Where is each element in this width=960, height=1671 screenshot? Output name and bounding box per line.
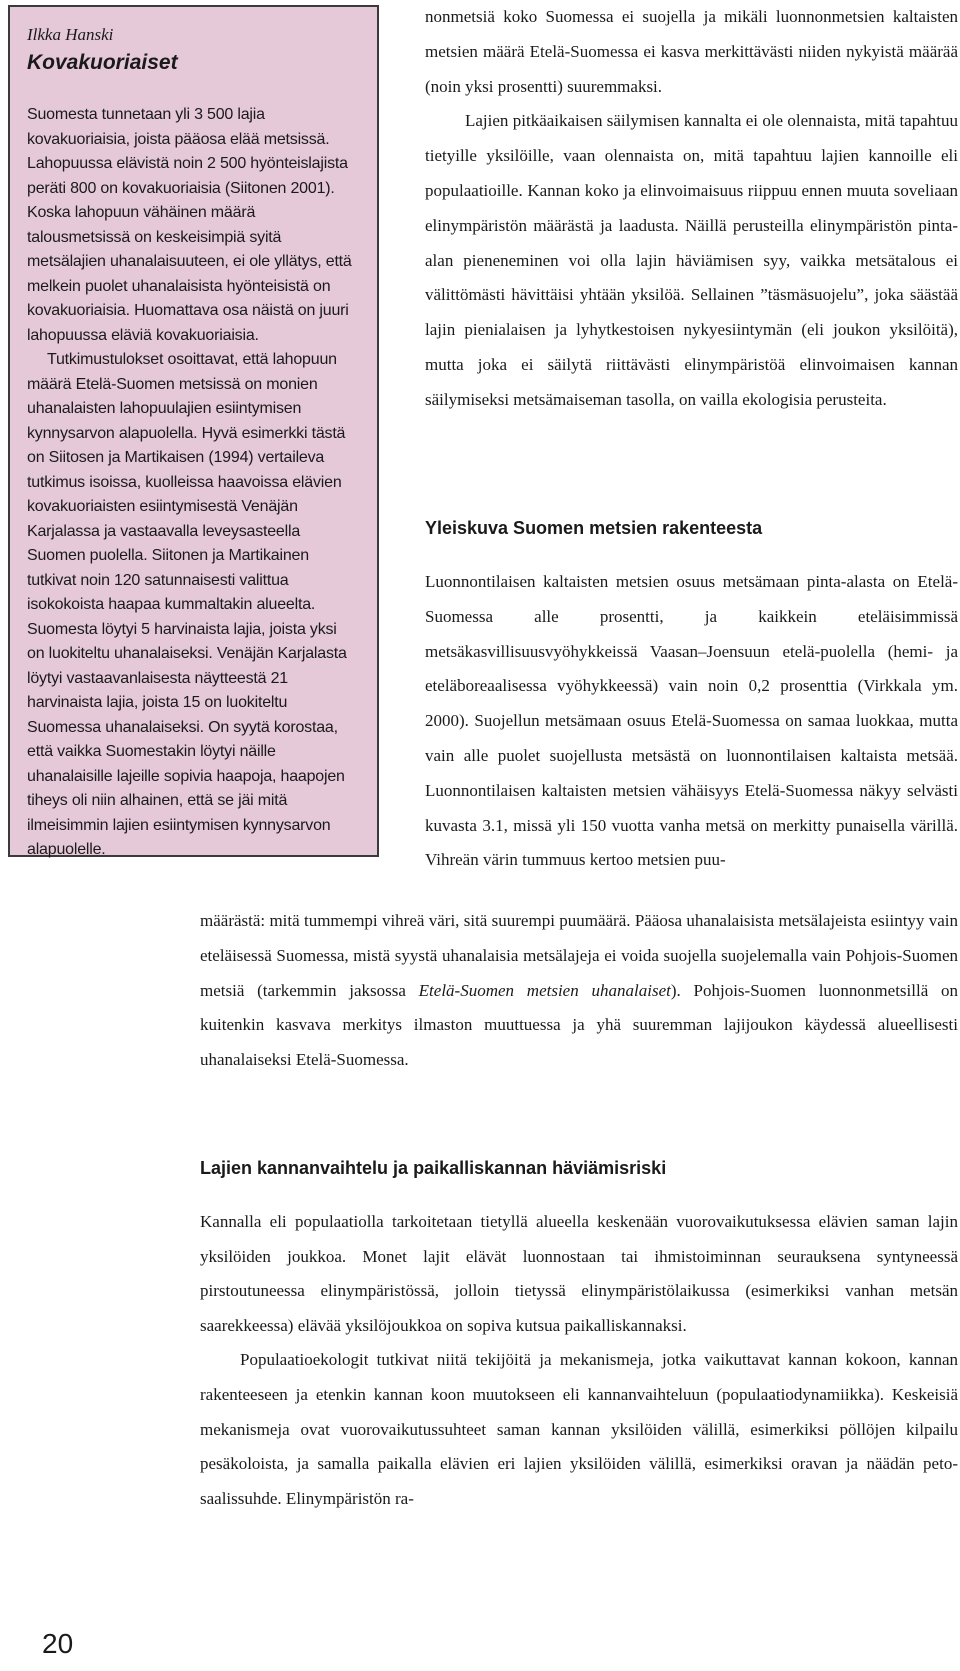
sidebar-box bbox=[8, 5, 379, 857]
section1-text-italic: Etelä-Suomen metsien uhanalaiset bbox=[418, 980, 671, 1000]
sidebar-paragraph-2: Tutkimustulokset osoittavat, että lahopuun määrä Etelä-Suomen metsissä on monien uhanalaisten lahopuulajien esiintymisen kynnysarvon alapuolella. Hyvä esimerkki tästä on Siitosen ja Martikaisen (1994) vertaileva tutkimus isoissa, kuolleissa haavoissa elävien kovakuoriaisten esiintymisestä Venäjän Karjalassa ja vastaavalla leveysasteella Suomen puolella. Siitonen ja Martikainen tutkivat noin 120 satunnaisesti valittua isokokoista haapaa kummaltakin alueelta. Suomesta löytyi 5 harvinaista lajia, joista yksi on luokiteltu uhanalaiseksi. Venäjän Karjalasta löytyi vastaavanlaisesta näytteestä 21 harvinaista lajia, joista 15 on luokiteltu Suomessa uhanalaiseksi. On syytä korostaa, että vaikka Suomestakin löytyi näille uhanalaisille lajeille sopivia haapoja, haapojen tiheys oli niin alhainen, että se jäi mitä ilmeisimmin lajien esiintymisen kynnysarvon alapuolelle. bbox=[27, 351, 347, 858]
body-paragraph-populations: Lajien pitkäaikaisen säilymisen kannalta ei ole olennaista, mitä tapahtuu tietyille yksilöille, vaan olennaista on, mitä tapahtuu lajien kannoille eli populaatioille. Kannan koko ja elinvoimaisuus riippuu ennen muuta soveliaan elinympäristön määrästä ja laadusta. Näillä perusteilla elinympäristön pinta-alan pieneneminen voi olla lajin häviämisen syy, vaikka metsätalous ei välittömästi hävittäisi yhtään yksilöä. Sellainen ”täsmäsuojelu”, joka säästää lajin pienialaisen ja lyhytkestoisen nykyesiintymän (eli joukon yksilöitä), mutta joka ei säilytä riittävästi elinympäristöä elinvoimaisen kannan säilymiseksi metsämaiseman tasolla, on vailla ekologisia perusteita. bbox=[425, 111, 958, 409]
section1-full-width-text bbox=[200, 904, 958, 1078]
section2-paragraph-1: Kannalla eli populaatiolla tarkoitetaan tietyllä alueella keskenään vuorovaikutuksessa elävien saman lajin yksilöiden joukkoa. Monet lajit elävät luonnostaan tai ihmistoiminnan seurauksena syntyneessä pirstoutuneessa elinympäristössä, jolloin tietyssä elinympäristölaikussa (esimerkiksi vanhan metsän saarekkeessa) elävää yksilöjoukkoa on sopiva kutsua paikalliskannaksi. bbox=[200, 1212, 958, 1335]
section1-text-a: määrästä: mitä tummempi vihreä väri, sitä suurempi puumäärä. Pääosa uhanalaisista metsälajeista esiintyy vain eteläisessä Suomessa, mistä syystä uhanalaisia metsälajeja ei voida suojella suojelemalla vain Pohjois-Suomen metsiä (tarkemmin jaksossa bbox=[200, 911, 958, 1000]
section1-full-paragraph bbox=[200, 904, 958, 1078]
right-column-section1 bbox=[425, 565, 958, 878]
sidebar-author: Ilkka Hanski bbox=[27, 25, 114, 44]
page-number: 20 bbox=[42, 1628, 74, 1659]
section1-text-b: ). Pohjois-Suomen luonnonmetsillä on kuitenkin kasvava merkitys ilmaston muuttuessa ja yhä suuremman lajijoukon käydessä alueellisesti uhanalaiseksi Etelä-Suomessa. bbox=[200, 980, 959, 1070]
section-heading-population-variation: Lajien kannanvaihtelu ja paikalliskannan häviämisriski bbox=[200, 1158, 667, 1178]
section1-column-text: Luonnontilaisen kaltaisten metsien osuus metsämaan pinta-alasta on Etelä-Suomessa alle prosentti, ja kaikkein eteläisimmissä metsäkasvillisuusvyöhykkeissä Vaasan–Joensuun etelä-puolella (hemi- ja eteläboreaalisessa vyöhykkeessä) vain noin 0,2 prosenttia (Virkkala ym. 2000). Suojellun metsämaan osuus Etelä-Suomessa on samaa luokkaa, mutta vain alle puolet suojellusta metsästä on luonnontilaisen kaltaista metsää. Luonnontilaisen kaltaisten metsien vähäisyys Etelä-Suomessa näkyy selvästi kuvasta 3.1, missä yli 150 vuotta vanha metsä on merkitty punaisella värillä. Vihreän värin tummuus kertoo metsien puu- bbox=[425, 572, 958, 870]
section2-body bbox=[200, 1205, 958, 1516]
section-heading-forest-structure: Yleiskuva Suomen metsien rakenteesta bbox=[425, 518, 763, 538]
sidebar-paragraph-1: Suomesta tunnetaan yli 3 500 lajia kovakuoriaisia, joista pääosa elää metsissä. Lahopuussa elävistä noin 2 500 hyönteislajista peräti 800 on kovakuoriaisia (Siitonen 2001). Koska lahopuun vähäinen määrä talousmetsissä on keskeisimpiä syitä metsälajien uhanalaisuuteen, ei ole yllätys, että melkein puolet uhanalaisista hyönteisistä on kovakuoriaisia. Huomattava osa näistä on juuri lahopuussa eläviä kovakuoriaisia. bbox=[27, 106, 352, 344]
right-column-top bbox=[425, 0, 958, 418]
body-paragraph-continued: nonmetsiä koko Suomessa ei suojella ja mikäli luonnonmetsien kaltaisten metsien määrä Etelä-Suomessa ei kasva merkittävästi niiden nykyistä määrää (noin yksi prosentti) suuremmaksi. bbox=[425, 7, 958, 96]
section2-paragraph-2: Populaatioekologit tutkivat niitä tekijöitä ja mekanismeja, jotka vaikuttavat kannan kokoon, kannan rakenteeseen ja etenkin kannan koon muutokseen eli kannanvaihteluun (populaatiodynamiikka). Keskeisiä mekanismeja ovat vuorovaikutussuhteet saman kannan yksilöiden välillä, esimerkiksi pöllöjen kilpailu pesäkoloista, ja samalla paikalla elävien eri lajien yksilöiden välillä, esimerkiksi oravan ja näädän peto-saalissuhde. Elinympäristön ra- bbox=[200, 1350, 958, 1508]
sidebar-title: Kovakuoriaiset bbox=[27, 51, 178, 74]
